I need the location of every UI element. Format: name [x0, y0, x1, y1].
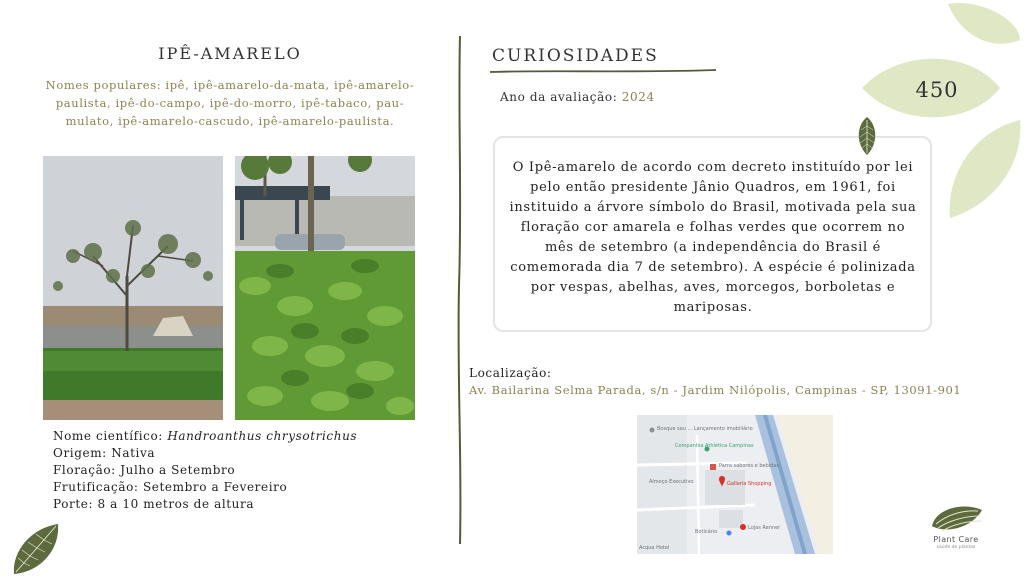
- location-map[interactable]: [637, 415, 833, 554]
- plant-facts: [53, 428, 357, 513]
- fruiting-row: Frutificação: Setembro a Fevereiro: [53, 480, 288, 494]
- popular-names: Nomes populares: ipê, ipê-amarelo-da-mata, ipê-amarelo-paulista, ipê-do-campo, ipê-do-morro, ipê-tabaco, pau-mulato, ipê-amarelo-cascudo, ipê-amarelo-paulista.: [45, 78, 415, 128]
- curiosities-title: CURIOSIDADES: [492, 46, 659, 66]
- tree-photo: [43, 156, 223, 420]
- location-label: Localização:: [469, 366, 552, 380]
- origin-row: Origem: Nativa: [53, 446, 156, 460]
- scientific-name-value: Handroanthus chrysotrichus: [167, 429, 358, 443]
- logo-tagline: saúde de plantas: [936, 545, 976, 550]
- logo-name: Plant Care: [933, 535, 979, 544]
- curiosity-text: O Ipê-amarelo de acordo com decreto instituído por lei pelo então presidente Jânio Quadros, em 1961, foi instituido a árvore símbolo do Brasil, motivada pela sua floração cor amarela e folhas verdes que ocorrem no mês de setembro (a independência do Brasil é comemorada dia 7 de setembro). A espécie é polinizada por vespas, abelhas, aves, morcegos, borboletas e mariposas.: [509, 160, 917, 315]
- flowering-row: Floração: Julho a Setembro: [53, 463, 236, 477]
- store-icon: [740, 524, 746, 530]
- evaluation-year: [500, 90, 655, 104]
- map-label-galleria: Galleria Shopping: [727, 481, 772, 487]
- map-label-bottom: Acqua Hotel: [639, 545, 670, 551]
- map-label-top: Bosque seu ... Lançamento imobiliário: [657, 426, 753, 432]
- leaf-decoration: [860, 0, 1024, 226]
- map-pin-icon: [650, 428, 655, 433]
- corner-leaf-icon: [10, 520, 62, 576]
- map-label-boticario: Boticário: [695, 529, 718, 535]
- map-label-shopping-sub: Almoço Executivo: [649, 479, 694, 485]
- map-label-parra: Parra sabores e bebidas: [719, 463, 779, 469]
- location-address[interactable]: Av. Bailarina Selma Parada, s/n - Jardim Nilópolis, Campinas - SP, 13091-901: [469, 383, 962, 397]
- map-label-lojas: Lojas Renner: [748, 525, 781, 531]
- title-underline: [490, 68, 716, 74]
- plant-number-badge: 450: [915, 78, 959, 102]
- scientific-name-label: Nome científico:: [53, 429, 168, 443]
- year-value: 2024: [621, 90, 655, 104]
- size-row: Porte: 8 a 10 metros de altura: [53, 497, 255, 511]
- shop-icon: [727, 531, 732, 536]
- shrub-photo: [235, 156, 415, 420]
- plant-title: IPÊ-AMARELO: [158, 44, 302, 63]
- plant-care-logo-icon: [920, 500, 992, 564]
- column-divider: [454, 36, 466, 544]
- scientific-name-row: [53, 428, 357, 445]
- map-label-companhia: Companhia Athletica Campinas: [675, 443, 754, 449]
- leaf-icon: [856, 116, 878, 156]
- restaurant-icon: [710, 464, 716, 470]
- year-label: Ano da avaliação:: [500, 90, 622, 104]
